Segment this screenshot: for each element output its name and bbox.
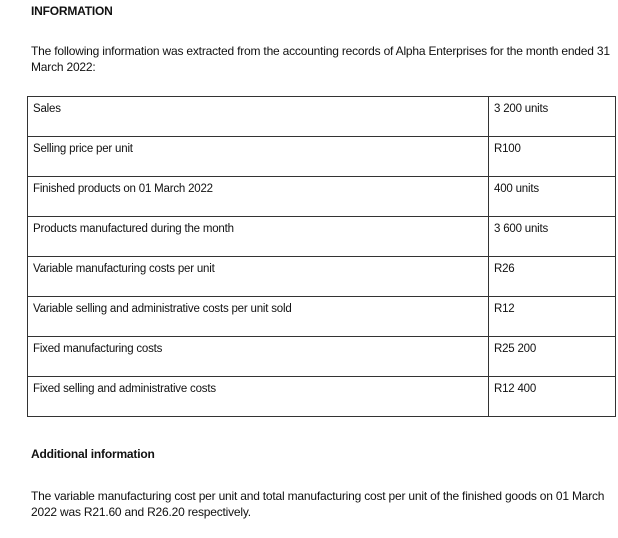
table-row (28, 377, 616, 417)
row-value: R12 400 (489, 377, 616, 417)
row-value: R26 (489, 257, 616, 297)
table-row (28, 217, 616, 257)
intro-paragraph: The following information was extracted from the accounting records of Alpha Enterprises for the month ended 31 March 2022: (31, 44, 610, 74)
table-row (28, 337, 616, 377)
row-label: Variable manufacturing costs per unit (28, 257, 489, 297)
row-label: Products manufactured during the month (28, 217, 489, 257)
row-label: Selling price per unit (28, 137, 489, 177)
row-label: Variable selling and administrative costs per unit sold (28, 297, 489, 337)
section-heading: INFORMATION (31, 4, 113, 18)
table-row (28, 97, 616, 137)
row-value: R12 (489, 297, 616, 337)
table-row (28, 177, 616, 217)
row-value: R100 (489, 137, 616, 177)
table-row (28, 137, 616, 177)
row-label: Fixed selling and administrative costs (28, 377, 489, 417)
table-row (28, 297, 616, 337)
row-label: Fixed manufacturing costs (28, 337, 489, 377)
row-value: 3 200 units (489, 97, 616, 137)
row-label: Finished products on 01 March 2022 (28, 177, 489, 217)
row-label: Sales (28, 97, 489, 137)
row-value: 3 600 units (489, 217, 616, 257)
additional-info-heading: Additional information (31, 447, 155, 461)
row-value: R25 200 (489, 337, 616, 377)
row-value: 400 units (489, 177, 616, 217)
information-table (27, 96, 616, 417)
table-row (28, 257, 616, 297)
additional-info-paragraph: The variable manufacturing cost per unit and total manufacturing cost per unit of the finished goods on 01 March 2022 was R21.60 and R26.20 respectively. (31, 489, 605, 519)
